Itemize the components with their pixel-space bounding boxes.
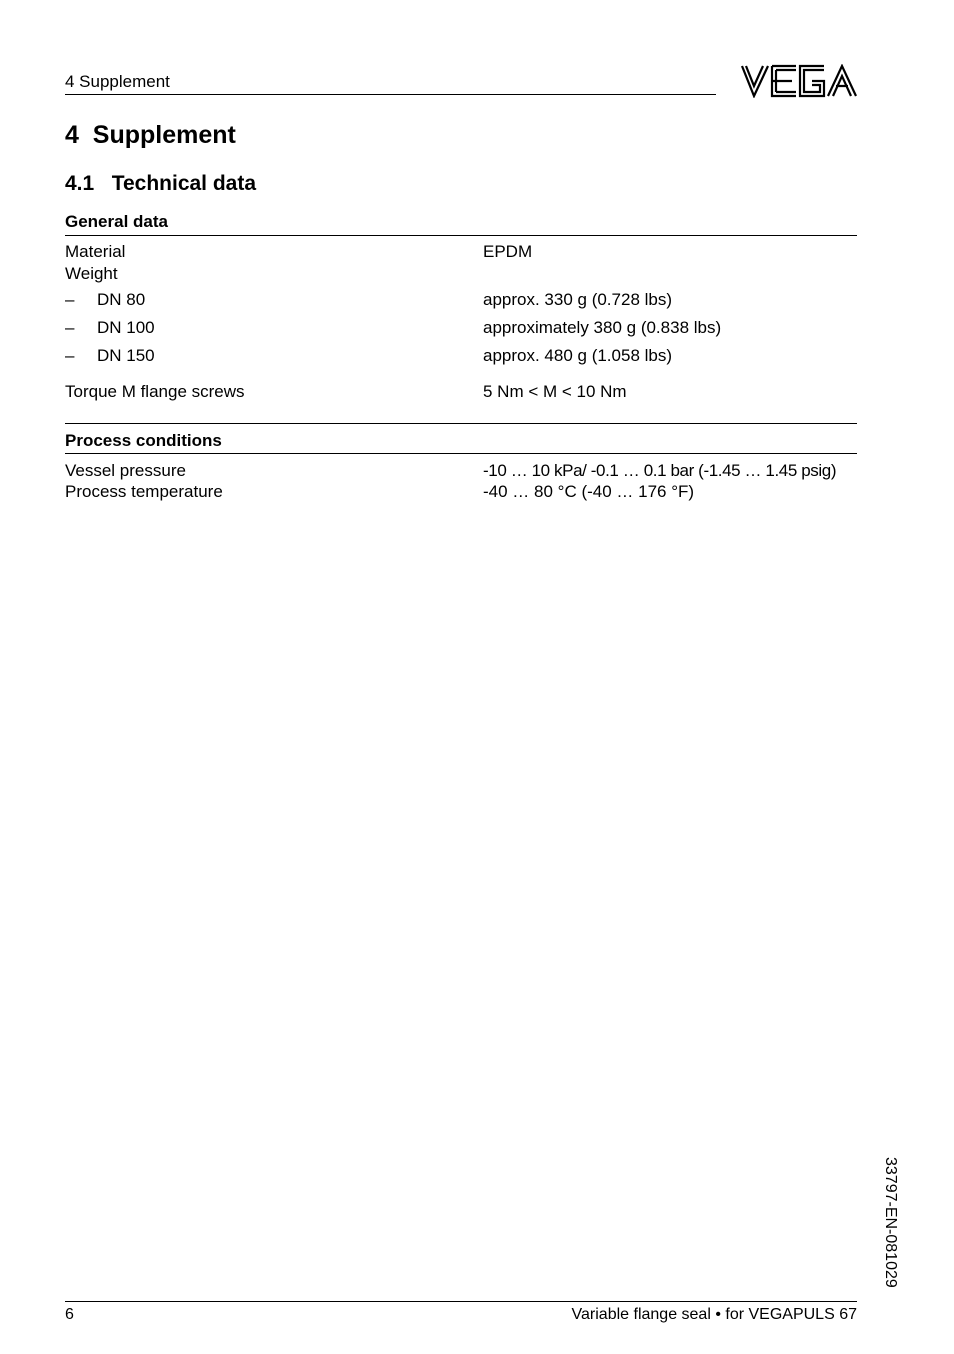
general-data-rule: [65, 235, 857, 236]
header-rule: [65, 94, 716, 95]
vega-logo-icon: [740, 64, 858, 98]
general-data-title: General data: [65, 212, 168, 231]
document-code: 33797-EN-081029: [882, 1157, 899, 1288]
process-temperature-label: Process temperature: [65, 482, 223, 501]
weight-dn150-value: approx. 480 g (1.058 lbs): [483, 346, 673, 365]
chapter-heading: 4 Supplement: [65, 121, 236, 149]
torque-label: Torque M flange screws: [65, 382, 245, 401]
material-label: Material: [65, 242, 126, 261]
material-value: EPDM: [483, 242, 533, 261]
running-header: 4 Supplement: [65, 72, 170, 91]
weight-label: Weight: [65, 264, 118, 283]
process-temperature-value: -40 … 80 °C (-40 … 176 °F): [483, 482, 695, 501]
process-conditions-rule: [65, 453, 857, 454]
section-heading: 4.1 Technical data: [65, 172, 257, 195]
weight-dn80-label: DN 80: [97, 290, 146, 309]
vessel-pressure-label: Vessel pressure: [65, 461, 186, 480]
weight-dn150-label: DN 150: [97, 346, 155, 365]
list-dash: –: [65, 346, 75, 365]
weight-dn80-value: approx. 330 g (0.728 lbs): [483, 290, 673, 309]
weight-dn100-label: DN 100: [97, 318, 155, 337]
weight-dn100-value: approximately 380 g (0.838 lbs): [483, 318, 722, 337]
footer-rule: [65, 1301, 857, 1302]
list-dash: –: [65, 318, 75, 337]
process-conditions-top-rule: [65, 423, 857, 424]
vessel-pressure-value: -10 … 10 kPa/ -0.1 … 0.1 bar (-1.45 … 1.45 psig): [483, 461, 837, 480]
torque-value: 5 Nm < M < 10 Nm: [483, 382, 627, 401]
footer-title: Variable flange seal • for VEGAPULS 67: [571, 1306, 857, 1323]
process-conditions-title: Process conditions: [65, 431, 222, 450]
vega-logo: [740, 64, 858, 98]
list-dash: –: [65, 290, 75, 309]
page-number: 6: [65, 1306, 74, 1323]
